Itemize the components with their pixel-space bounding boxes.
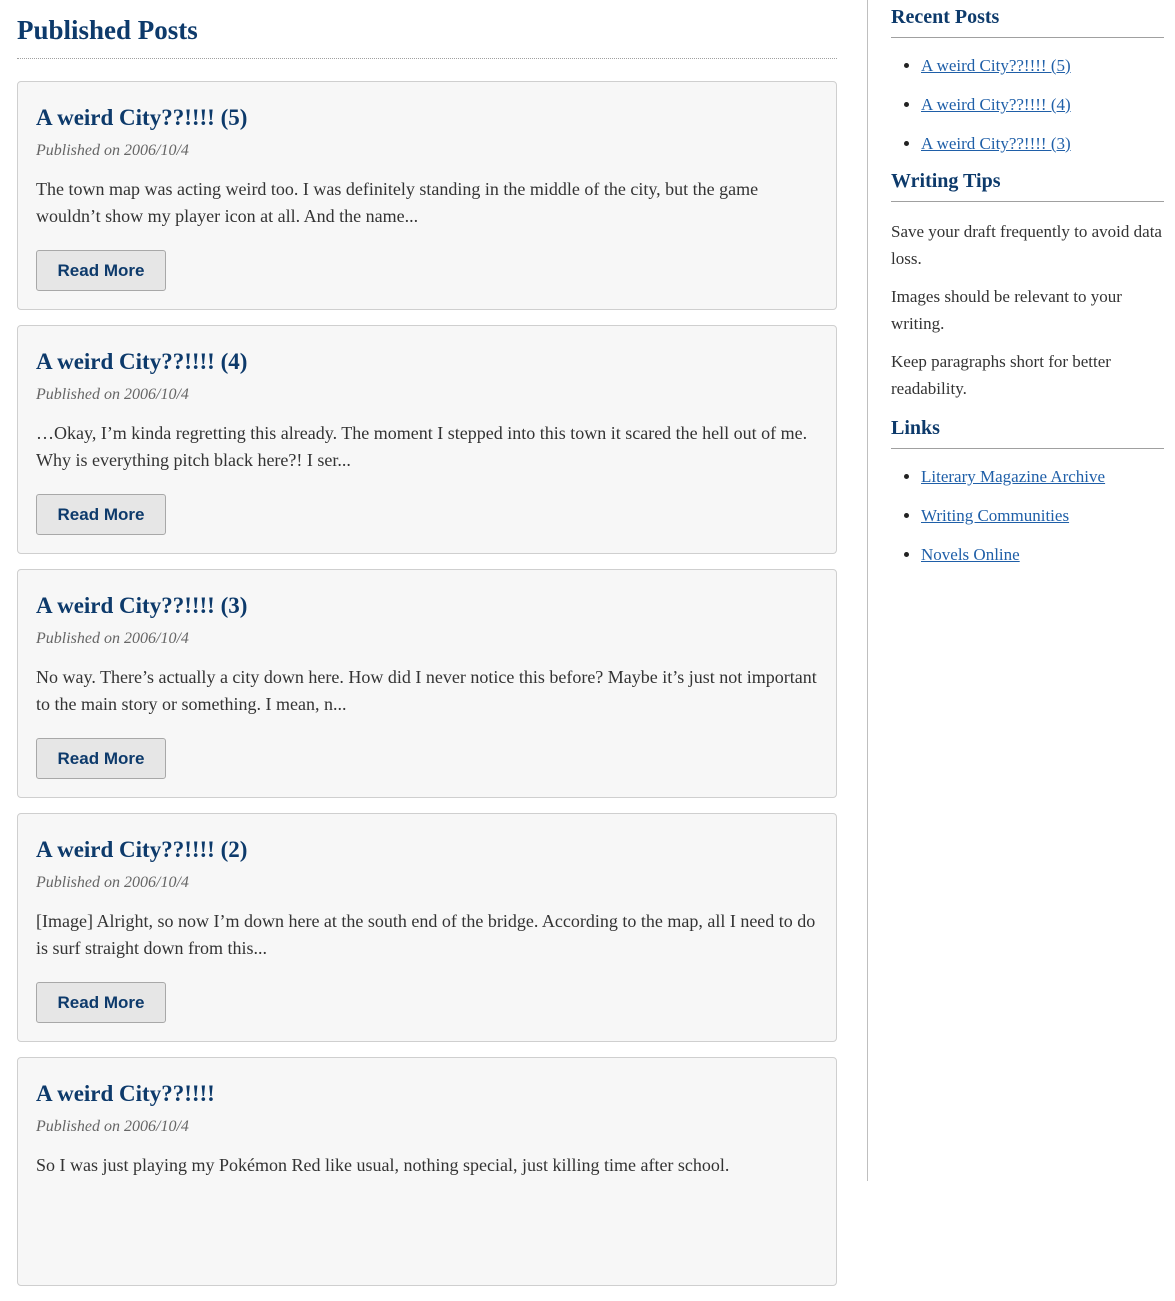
links-list: [891, 466, 1164, 566]
link-literary-magazine-archive[interactable]: Literary Magazine Archive: [921, 467, 1106, 486]
post-card: [17, 81, 837, 310]
post-excerpt: …Okay, I’m kinda regretting this already. The moment I stepped into this town it scared the hell out of me. Why is everything pitch black here?! I ser...: [36, 423, 808, 470]
list-item: [921, 133, 1164, 155]
post-title[interactable]: A weird City??!!!! (4): [36, 349, 248, 374]
post-card: [17, 325, 837, 554]
post-title[interactable]: A weird City??!!!!: [36, 1081, 215, 1106]
read-more-button[interactable]: Read More: [36, 494, 166, 535]
list-item: [921, 94, 1164, 116]
page-title: Published Posts: [17, 14, 837, 59]
read-more-button[interactable]: Read More: [36, 250, 166, 291]
recent-post-link[interactable]: A weird City??!!!! (3): [921, 134, 1071, 153]
post-card: [17, 813, 837, 1042]
post-card: [17, 569, 837, 798]
writing-tips: [891, 218, 1164, 402]
list-item: [921, 544, 1164, 566]
post-date: Published on 2006/10/4: [36, 386, 189, 403]
link-novels-online[interactable]: Novels Online: [921, 545, 1020, 564]
post-excerpt: So I was just playing my Pokémon Red like usual, nothing special, just killing time after school.: [36, 1155, 730, 1175]
tip-text: Save your draft frequently to avoid data loss.: [891, 222, 1162, 268]
writing-tips-heading: Writing Tips: [891, 169, 1164, 202]
post-date: Published on 2006/10/4: [36, 142, 189, 159]
link-writing-communities[interactable]: Writing Communities: [921, 506, 1070, 525]
post-date: Published on 2006/10/4: [36, 630, 189, 647]
post-title[interactable]: A weird City??!!!! (5): [36, 105, 248, 130]
recent-posts-list: [891, 55, 1164, 155]
recent-posts-heading: Recent Posts: [891, 5, 1164, 38]
recent-post-link[interactable]: A weird City??!!!! (5): [921, 56, 1071, 75]
post-excerpt: The town map was acting weird too. I was definitely standing in the middle of the city, but the game wouldn’t show my player icon at all. And the name...: [36, 179, 759, 226]
post-title[interactable]: A weird City??!!!! (3): [36, 593, 248, 618]
main-content: [17, 0, 837, 1301]
tip-text: Images should be relevant to your writing.: [891, 287, 1122, 333]
list-item: [921, 55, 1164, 77]
links-heading: Links: [891, 416, 1164, 449]
list-item: [921, 466, 1164, 488]
tip-text: Keep paragraphs short for better readability.: [891, 352, 1111, 398]
post-excerpt: [Image] Alright, so now I’m down here at the south end of the bridge. According to the map, all I need to do is surf straight down from this...: [36, 911, 816, 958]
post-date: Published on 2006/10/4: [36, 1118, 189, 1135]
post-list: [17, 81, 837, 1286]
post-title[interactable]: A weird City??!!!! (2): [36, 837, 248, 862]
list-item: [921, 505, 1164, 527]
post-excerpt: No way. There’s actually a city down here. How did I never notice this before? Maybe it’s just not important to the main story or something. I mean, n...: [36, 667, 817, 714]
post-date: Published on 2006/10/4: [36, 874, 189, 891]
post-card: [17, 1057, 837, 1286]
recent-post-link[interactable]: A weird City??!!!! (4): [921, 95, 1071, 114]
sidebar: [867, 0, 1175, 1181]
read-more-button[interactable]: Read More: [36, 982, 166, 1023]
read-more-button[interactable]: Read More: [36, 738, 166, 779]
